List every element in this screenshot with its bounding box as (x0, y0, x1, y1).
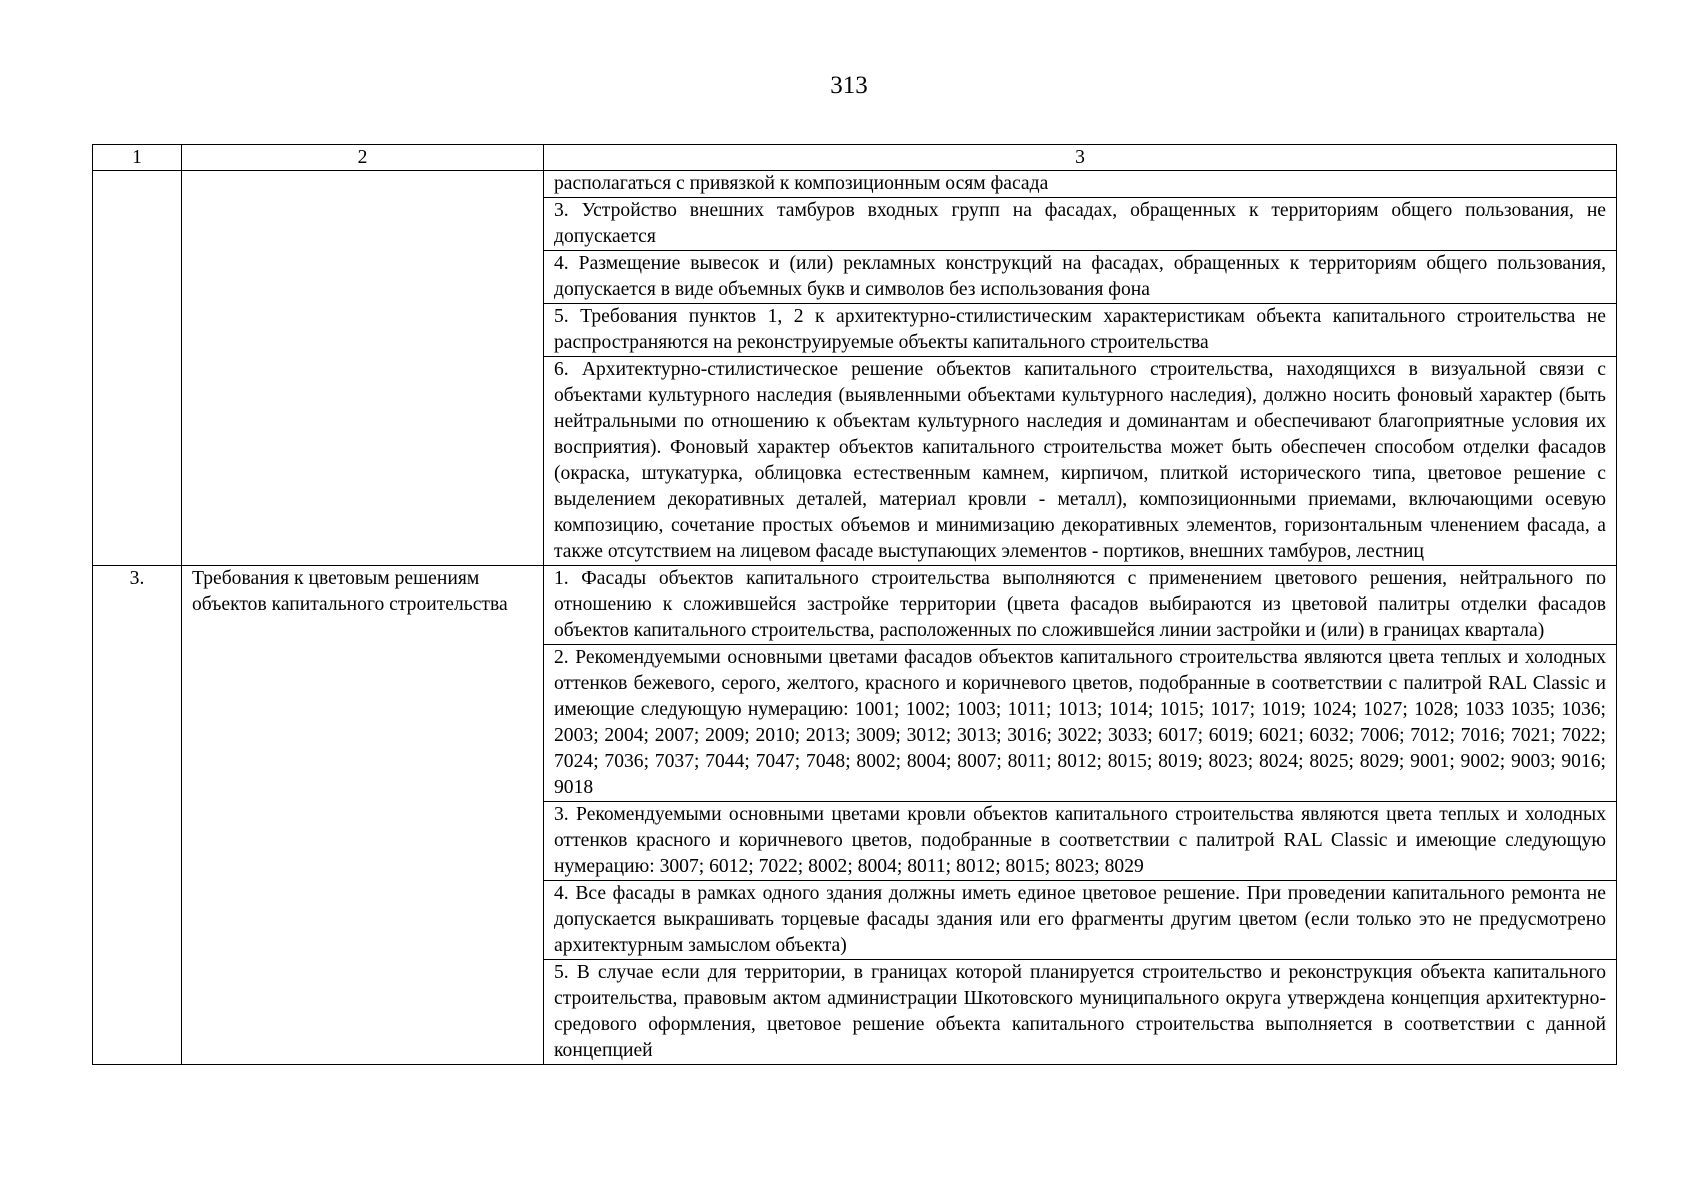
table-row (93, 566, 1617, 645)
section3-item-1: 1. Фасады объектов капитального строительства выполняются с применением цветового решения, нейтрального по отношению к сложившейся застройке территории (цвета фасадов выбираются из цветовой палитры отделки фасадов объектов капитального строительства, расположенных по сложившейся линии застройки и (или) в границах квартала) (544, 566, 1617, 645)
table-header-row (93, 145, 1617, 171)
continuation-name-cell (182, 171, 544, 566)
section-number: 3. (93, 566, 182, 1065)
column-header-1: 1 (93, 145, 182, 171)
section-name: Требования к цветовым решениям объектов капитального строительства (182, 566, 544, 1065)
continuation-item-1: располагаться с привязкой к композиционным осям фасада (544, 171, 1617, 198)
continuation-item-4: 5. Требования пунктов 1, 2 к архитектурно-стилистическим характеристикам объекта капитального строительства не распространяются на реконструируемые объекты капитального строительства (544, 304, 1617, 357)
table-row (93, 171, 1617, 198)
continuation-number-cell (93, 171, 182, 566)
continuation-item-2: 3. Устройство внешних тамбуров входных групп на фасадах, обращенных к территориям общего пользования, не допускается (544, 198, 1617, 251)
section3-item-4: 4. Все фасады в рамках одного здания должны иметь единое цветовое решение. При проведении капитального ремонта не допускается выкрашивать торцевые фасады здания или его фрагменты другим цветом (если только это не предусмотрено архитектурным замыслом объекта) (544, 881, 1617, 960)
column-header-2: 2 (182, 145, 544, 171)
continuation-item-5: 6. Архитектурно-стилистическое решение объектов капитального строительства, находящихся в визуальной связи с объектами культурного наследия (выявленными объектами культурного наследия), должно носить фоновый характер (быть нейтральными по отношению к объектам культурного наследия и доминантам и обеспечивают благоприятные условия их восприятия). Фоновый характер объектов капитального строительства может быть обеспечен способом отделки фасадов (окраска, штукатурка, облицовка естественным камнем, кирпичом, плиткой исторического типа, цветовое решение с выделением декоративных деталей, материал кровли - металл), композиционными приемами, включающими осевую композицию, сочетание простых объемов и минимизацию декоративных элементов, горизонтальным членением фасада, а также отсутствием на лицевом фасаде выступающих элементов - портиков, внешних тамбуров, лестниц (544, 357, 1617, 566)
requirements-table (92, 144, 1617, 1065)
page-number: 313 (830, 72, 868, 99)
section3-item-3: 3. Рекомендуемыми основными цветами кровли объектов капитального строительства являются цвета теплых и холодных оттенков красного и коричневого цветов, подобранные в соответствии с палитрой RAL Classic и имеющие следующую нумерацию: 3007; 6012; 7022; 8002; 8004; 8011; 8012; 8015; 8023; 8029 (544, 802, 1617, 881)
column-header-3: 3 (544, 145, 1617, 171)
continuation-item-3: 4. Размещение вывесок и (или) рекламных конструкций на фасадах, обращенных к территориям общего пользования, допускается в виде объемных букв и символов без использования фона (544, 251, 1617, 304)
section3-item-2: 2. Рекомендуемыми основными цветами фасадов объектов капитального строительства являются цвета теплых и холодных оттенков бежевого, серого, желтого, красного и коричневого цветов, подобранные в соответствии с палитрой RAL Classic и имеющие следующую нумерацию: 1001; 1002; 1003; 1011; 1013; 1014; 1015; 1017; 1019; 1024; 1027; 1028; 1033 1035; 1036; 2003; 2004; 2007; 2009; 2010; 2013; 3009; 3012; 3013; 3016; 3022; 3033; 6017; 6019; 6021; 6032; 7006; 7012; 7016; 7021; 7022; 7024; 7036; 7037; 7044; 7047; 7048; 8002; 8004; 8007; 8011; 8012; 8015; 8019; 8023; 8024; 8025; 8029; 9001; 9002; 9003; 9016; 9018 (544, 645, 1617, 802)
section3-item-5: 5. В случае если для территории, в границах которой планируется строительство и реконструкция объекта капитального строительства, правовым актом администрации Шкотовского муниципального округа утверждена концепция архитектурно-средового оформления, цветовое решение объекта капитального строительства выполняется в соответствии с данной концепцией (544, 960, 1617, 1065)
